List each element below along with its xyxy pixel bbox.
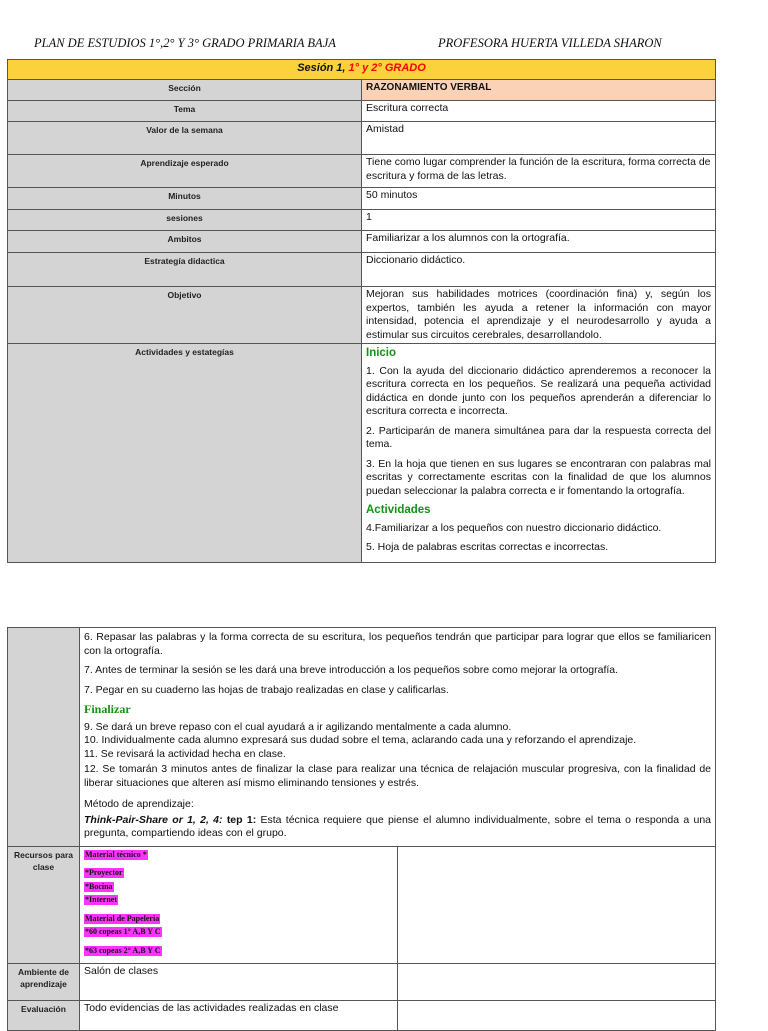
label-seccion: Sección [8, 80, 362, 101]
activity-11: 11. Se revisará la actividad hecha en clase. [84, 747, 286, 760]
value-estrategia: Diccionario didáctico. [362, 253, 716, 287]
value-tema: Escritura correcta [362, 101, 716, 122]
value-valor: Amistad [362, 122, 716, 155]
copias-segundo: *63 copeas 2° A,B Y C [85, 945, 161, 955]
material-tecnico-list [84, 866, 393, 907]
label-actividades: Actividades y estategías [8, 344, 362, 563]
label-estrategia: Estrategía didactica [8, 253, 362, 287]
activity-10: 10. Individualmente cada alumno expresará sus dudad sobre el tema, aclarando cada una y reforzando el aprendizaje. [84, 734, 637, 746]
item-internet: *Internet [85, 895, 117, 904]
value-evaluacion: Todo evidencias de las actividades realizadas en clase [80, 1001, 398, 1031]
value-actividades [362, 344, 716, 563]
material-tecnico-title: Material técnico * [85, 849, 147, 859]
value-recursos [80, 846, 398, 964]
lesson-plan-continuation-table [7, 627, 716, 1031]
session-title [8, 60, 716, 80]
label-tema: Tema [8, 101, 362, 122]
copias-segundo-group [84, 944, 393, 958]
material-papeleria-group [84, 912, 393, 939]
activity-9: 9. Se dará un breve repaso con el cual ayudará a ir agilizando mentalmente a cada alumno. [84, 720, 512, 733]
session-grade: 1° y 2° GRADO [345, 62, 426, 74]
activity-2: 2. Participarán de manera simultánea para dar la respuesta correcta del tema. [366, 424, 711, 450]
activity-4: 4.Familiarizar a los pequeños con nuestro diccionario didáctico. [366, 521, 662, 534]
recursos-empty-cell [398, 846, 716, 964]
label-continuation [8, 628, 80, 847]
finalizar-heading: Finalizar [84, 702, 131, 716]
copias-primero: *60 copeas 1° A,B Y C [85, 927, 161, 936]
value-aprendizaje: Tiene como lugar comprender la función de la escritura, forma correcta de escritura y forma de las letras. [362, 155, 716, 188]
item-proyector: *Proyector [85, 868, 123, 877]
value-seccion: RAZONAMIENTO VERBAL [362, 80, 716, 101]
header-teacher: PROFESORA HUERTA VILLEDA SHARON [438, 36, 662, 50]
page-header [34, 36, 734, 51]
activity-5: 5. Hoja de palabras escritas correctas e incorrectas. [366, 541, 609, 553]
metodo-step: tep 1: [226, 813, 261, 826]
ambiente-empty-cell [398, 964, 716, 1001]
item-bocina: *Bocina [85, 881, 113, 891]
label-objetivo: Objetivo [8, 287, 362, 344]
lesson-plan-table [7, 59, 716, 563]
label-aprendizaje: Aprendizaje esperado [8, 155, 362, 188]
metodo-name: Think-Pair-Share or 1, 2, 4: [84, 813, 227, 826]
evaluacion-empty-cell [398, 1001, 716, 1031]
metodo-text: Esta técnica requiere que piense el alumno individualmente, sobre el tema o responda a una pregunta, compartiendo ideas con el grupo. [84, 813, 712, 839]
activity-3: 3. En la hoja que tienen en sus lugares se encontraran con palabras mal escritas y correctamente escritas con la finalidad de que los alumnos puedan seleccionar la palabra correcta e ir fomentando la ortografía. [366, 457, 711, 497]
inicio-heading: Inicio [366, 347, 397, 359]
label-ambiente: Ambiente de aprendizaje [8, 964, 80, 1001]
value-objetivo [362, 287, 716, 344]
value-ambitos: Familiarizar a los alumnos con la ortografía. [362, 231, 716, 253]
value-ambiente: Salón de clases [80, 964, 398, 1001]
material-papeleria-title: Material de Papeleria [85, 913, 160, 923]
value-continuation [80, 628, 716, 847]
value-sesiones: 1 [362, 210, 716, 231]
metodo-description [84, 814, 711, 841]
label-minutos: Minutos [8, 188, 362, 210]
actividades-heading: Actividades [366, 504, 431, 516]
label-ambitos: Ambitos [8, 231, 362, 253]
label-recursos: Recursos para clase [8, 846, 80, 964]
session-number: Sesión 1, [297, 62, 346, 74]
metodo-label: Método de aprendizaje: [84, 798, 194, 810]
activity-6: 6. Repasar las palabras y la forma correcta de su escritura, los pequeños tendrán que participar para lograr que ellos se familiaricen con la ortografía. [84, 631, 711, 657]
activity-1: 1. Con la ayuda del diccionario didáctico aprenderemos a reconocer la escritura correcta en los pequeños. Se realizará una pequeña actividad didáctica en donde junto con los pequeños aprenderán a diferenciar lo escritura correcta e incorrecta. [366, 364, 711, 417]
activity-7b: 7. Pegar en su cuaderno las hojas de trabajo realizadas en clase y calificarlas. [84, 683, 449, 696]
material-tecnico-group [84, 848, 393, 862]
activity-7a: 7. Antes de terminar la sesión se les dará una breve introducción a los pequeños sobre como mejorar la ortografía. [84, 664, 619, 676]
header-plan: PLAN DE ESTUDIOS 1°,2° Y 3° GRADO PRIMARIA BAJA [34, 36, 336, 50]
label-evaluacion: Evaluación [8, 1001, 80, 1031]
value-minutos: 50 minutos [362, 188, 716, 210]
label-sesiones: sesiones [8, 210, 362, 231]
label-valor: Valor de la semana [8, 122, 362, 155]
activity-12: 12. Se tomarán 3 minutos antes de finalizar la clase para realizar una técnica de relajación muscular progresiva, con la finalidad de liberar situaciones que alteren así mismo eliminando tensiones y estrés. [84, 763, 711, 789]
objetivo-text: Mejoran sus habilidades motrices (coordinación fina) y, según los expertos, también les ayuda a retener la información con mayor intensidad, potencia el aprendizaje y el neurodesarrollo y ayuda a estimular sus circuitos cerebrales, desarrollandolo. [366, 288, 711, 341]
